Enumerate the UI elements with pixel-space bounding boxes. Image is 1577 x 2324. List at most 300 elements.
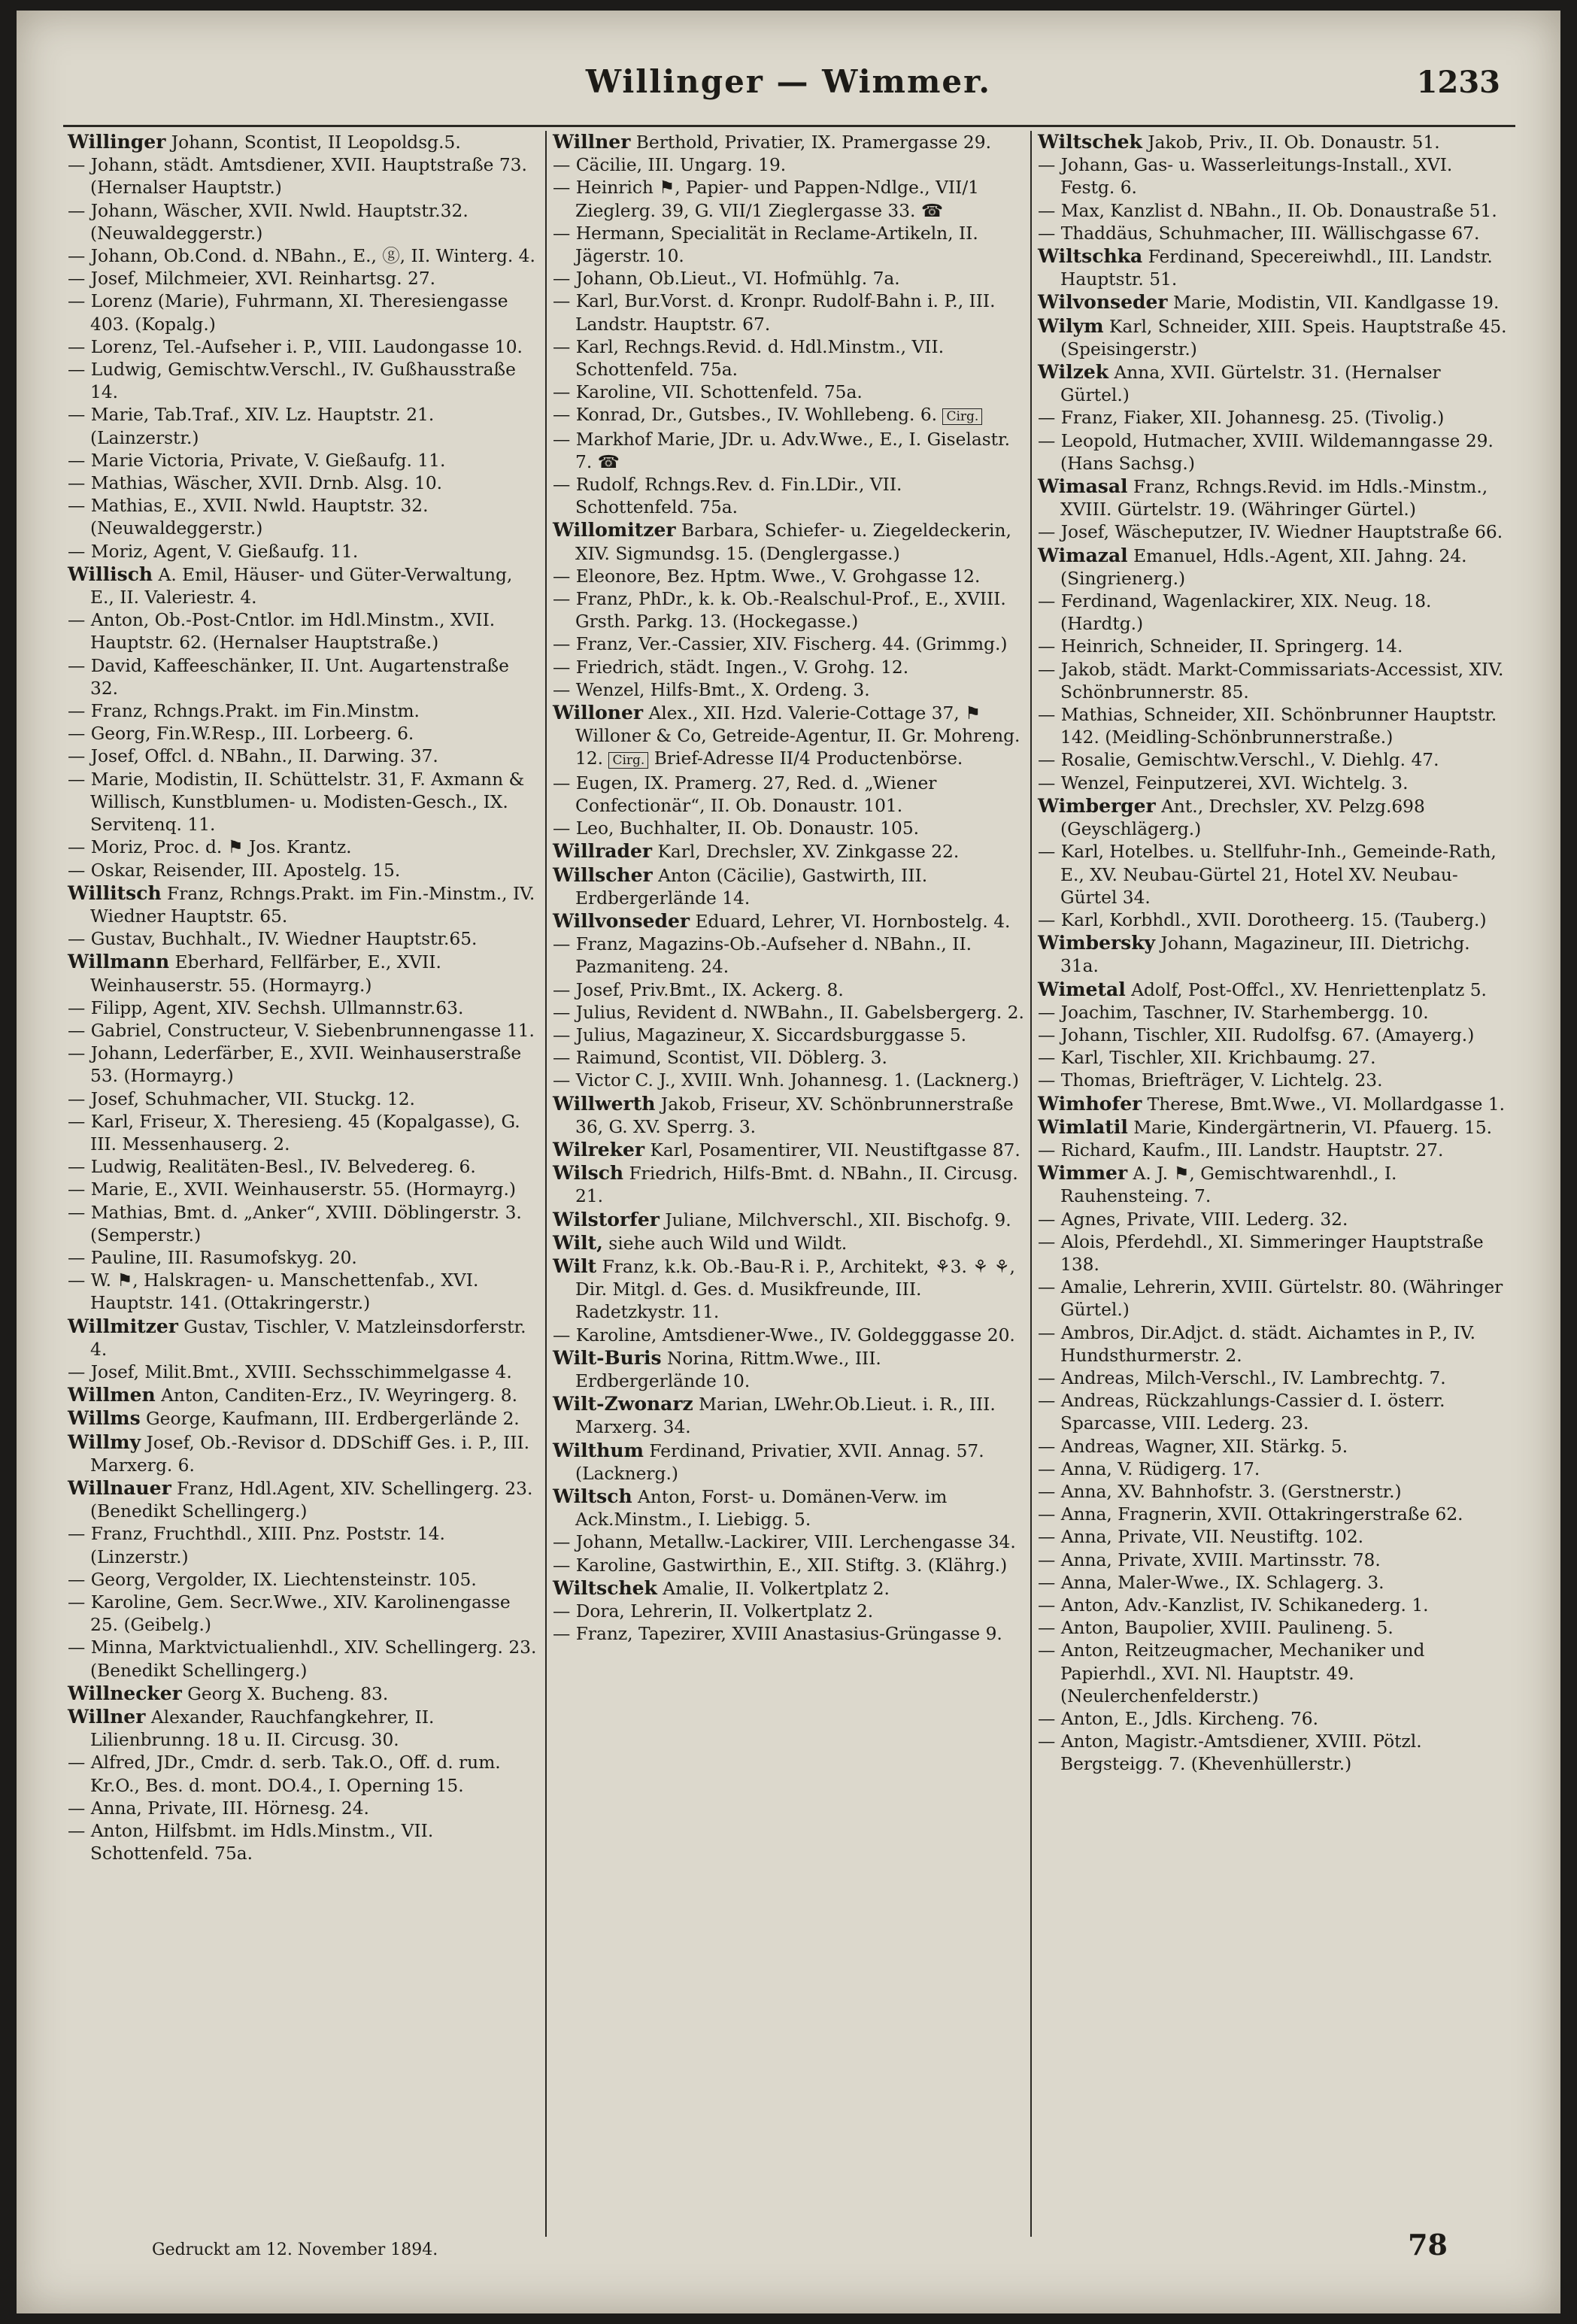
entry-text: Marie, Kindergärtnerin, VI. Pfauerg. 15. <box>1127 1117 1493 1138</box>
directory-entry <box>68 154 539 199</box>
directory-entry <box>68 1247 539 1270</box>
entry-text: — Andreas, Rückzahlungs-Cassier d. I. österr. Sparcasse, VIII. Lederg. 23. <box>1038 1391 1445 1434</box>
entry-text: — Anton, Ob.-Post-Cntlor. im Hdl.Minstm., XVII. Hauptstr. 62. (Hernalser Hauptstraße.) <box>68 610 496 654</box>
entry-text: — Karoline, Gastwirthin, E., XII. Stiftg. 3. (Klährg.) <box>553 1555 1008 1576</box>
entry-text: — Gabriel, Constructeur, V. Siebenbrunnengasse 11. <box>68 1020 535 1041</box>
entry-text: — Karl, Hotelbes. u. Stellfuhr-Inh., Gemeinde-Rath, E., XV. Neubau-Gürtel 21, Hotel XV. Neubau-Gürtel 34. <box>1038 842 1497 908</box>
surname: Wimlatil <box>1038 1115 1128 1138</box>
entry-text: — Heinrich ⚑, Papier- und Pappen-Ndlge., VII/1 Zieglerg. 39, G. VII/1 Zieglergasse 33. ☎ <box>553 177 979 221</box>
directory-entry-surname <box>68 1477 539 1523</box>
directory-entry-surname <box>553 1485 1024 1531</box>
directory-entry <box>1038 772 1509 795</box>
directory-entry-surname <box>1038 291 1509 314</box>
directory-entry <box>68 655 539 700</box>
entry-text: — Anton, Adv.-Kanzlist, IV. Schikanederg. 1. <box>1038 1595 1429 1616</box>
directory-entry <box>1038 1640 1509 1708</box>
entry-text: Franz, Hdl.Agent, XIV. Schellingerg. 23. (Benedikt Schellingerg.) <box>90 1478 533 1522</box>
directory-page <box>17 11 1560 2313</box>
directory-entry <box>1038 659 1509 704</box>
directory-entry <box>553 979 1024 1002</box>
directory-entry <box>553 566 1024 588</box>
entry-text: — Eleonore, Bez. Hptm. Wwe., V. Grohgasse 12. <box>553 566 981 587</box>
directory-entry <box>68 1202 539 1247</box>
entry-text: — Josef, Milchmeier, XVI. Reinhartsg. 27. <box>68 269 436 290</box>
entry-text: — Andreas, Wagner, XII. Stärkg. 5. <box>1038 1436 1348 1457</box>
surname: Wiltschka <box>1038 245 1143 268</box>
entry-text: — Karl, Bur.Vorst. d. Kronpr. Rudolf-Bahn i. P., III. Landstr. Hauptstr. 67. <box>553 291 996 335</box>
directory-entry <box>553 1069 1024 1092</box>
directory-entry <box>553 1324 1024 1347</box>
directory-entry <box>68 1752 539 1797</box>
entry-text: — Karl, Tischler, XII. Krichbaumg. 27. <box>1038 1048 1376 1069</box>
entry-text: — W. ⚑, Halskragen- u. Manschettenfab., XVI. Hauptstr. 141. (Ottakringerstr.) <box>68 1270 479 1314</box>
entry-text: Friedrich, Hilfs-Bmt. d. NBahn., II. Circusg. 21. <box>575 1164 1018 1207</box>
entry-text: — Anton, E., Jdls. Kircheng. 76. <box>1038 1709 1319 1730</box>
entry-text: Emanuel, Hdls.-Agent, XII. Jahng. 24. (Singrienerg.) <box>1060 545 1467 589</box>
directory-entry <box>68 723 539 745</box>
surname: Wiltschek <box>1038 131 1142 153</box>
entry-text: — Johann, Tischler, XII. Rudolfsg. 67. (Amayerg.) <box>1038 1024 1475 1045</box>
entry-text: — Anna, Private, XVIII. Martinsstr. 78. <box>1038 1549 1381 1570</box>
directory-entry <box>553 381 1024 404</box>
directory-entry <box>1038 223 1509 245</box>
entry-text: — Karoline, Amtsdiener-Wwe., IV. Goldegggasse 20. <box>553 1324 1015 1346</box>
directory-entry <box>68 1020 539 1042</box>
directory-entry-surname <box>1038 1093 1509 1116</box>
directory-entry-surname <box>1038 795 1509 841</box>
directory-entry <box>553 177 1024 222</box>
directory-entry-surname <box>1038 361 1509 407</box>
entry-text: — Ludwig, Realitäten-Besl., IV. Belvedereg. 6. <box>68 1157 476 1178</box>
directory-entry <box>1038 1231 1509 1276</box>
directory-entry <box>68 1042 539 1088</box>
directory-entry <box>1038 704 1509 749</box>
entry-text: Georg X. Bucheng. 83. <box>181 1683 389 1704</box>
entry-text: — Josef, Wäscheputzer, IV. Wiedner Hauptstraße 66. <box>1038 522 1503 543</box>
surname: Wilvonseder <box>1038 291 1168 314</box>
directory-entry <box>1038 1458 1509 1481</box>
directory-entry-surname <box>553 1255 1024 1324</box>
surname: Willinger <box>68 131 166 153</box>
directory-entry <box>68 1361 539 1384</box>
entry-text: Jakob, Priv., II. Ob. Donaustr. 51. <box>1142 132 1440 153</box>
surname: Wilzek <box>1038 361 1109 384</box>
directory-entry <box>68 1591 539 1637</box>
entry-text: George, Kaufmann, III. Erdbergerlände 2. <box>140 1409 520 1430</box>
entry-text: — Dora, Lehrerin, II. Volkertplatz 2. <box>553 1601 874 1622</box>
entry-text: — Raimund, Scontist, VII. Döblerg. 3. <box>553 1048 887 1069</box>
directory-entry-surname <box>1038 932 1509 978</box>
column-3 <box>1030 131 1515 2237</box>
directory-entry <box>553 1047 1024 1069</box>
directory-entry <box>553 223 1024 268</box>
directory-entry <box>1038 1617 1509 1640</box>
entry-text: Johann, Scontist, II Leopoldsg.5. <box>165 132 461 153</box>
directory-entry-surname <box>553 1139 1024 1162</box>
entry-text: — Wenzel, Hilfs-Bmt., X. Ordeng. 3. <box>553 679 870 700</box>
surname: Wimazal <box>1038 544 1128 566</box>
directory-entry <box>1038 1276 1509 1321</box>
sheet-number: 78 <box>1408 2228 1448 2262</box>
entry-text: — Anton, Hilfsbmt. im Hdls.Minstm., VII. Schottenfeld. 75a. <box>68 1821 434 1864</box>
entry-text: — Konrad, Dr., Gutsbes., IV. Wohllebeng. 6. <box>553 405 938 426</box>
directory-entry-surname <box>68 563 539 609</box>
directory-entry <box>553 818 1024 840</box>
directory-entry <box>68 1820 539 1865</box>
entry-text: Franz, Rchngs.Prakt. im Fin.-Minstm., IV. Wiedner Hauptstr. 65. <box>90 883 535 927</box>
surname: Willomitzer <box>553 519 676 542</box>
directory-entry-surname <box>1038 1162 1509 1208</box>
entry-text: Anton, Forst- u. Domänen-Verw. im Ack.Minstm., I. Liebigg. 5. <box>575 1486 948 1531</box>
print-date: Gedruckt am 12. November 1894. <box>152 2241 438 2259</box>
entry-text: — Josef, Offcl. d. NBahn., II. Darwing. 37. <box>68 746 438 767</box>
surname: Willitsch <box>68 881 162 904</box>
entry-text: Jakob, Friseur, XV. Schönbrunnerstraße 36, G. XV. Sperrg. 3. <box>575 1094 1014 1137</box>
entry-text: Ant., Drechsler, XV. Pelzg.698 (Geyschlägerg.) <box>1060 796 1425 840</box>
surname: Wilym <box>1038 314 1104 337</box>
entry-text-tail: Brief-Adresse II/4 Productenbörse. <box>648 748 963 769</box>
entry-text: — Josef, Schuhmacher, VII. Stuckg. 12. <box>68 1088 415 1109</box>
entry-text: Karl, Schneider, XIII. Speis. Hauptstraße 45. (Speisingerstr.) <box>1060 316 1507 360</box>
entry-text: — Markhof Marie, JDr. u. Adv.Wwe., E., I. Giselastr. 7. ☎ <box>553 429 1011 472</box>
entry-text: — Franz, PhDr., k. k. Ob.-Realschul-Prof., E., XVIII. Grsth. Parkg. 13. (Hockegasse.) <box>553 589 1006 633</box>
entry-text: — Anton, Reitzeugmacher, Mechaniker und Papierhdl., XVI. Nl. Hauptstr. 49. (Neulerchenfelderstr.) <box>1038 1640 1425 1707</box>
entry-text: Josef, Ob.-Revisor d. DDSchiff Ges. i. P., III. Marxerg. 6. <box>90 1432 530 1476</box>
entry-text: — Victor C. J., XVIII. Wnh. Johannesg. 1. (Lacknerg.) <box>553 1070 1020 1091</box>
directory-entry-surname <box>1038 131 1509 154</box>
entry-text: Alexander, Rauchfangkehrer, II. Lilienbrunng. 18 u. II. Circusg. 30. <box>90 1707 435 1751</box>
surname: Wilt-Zwonarz <box>553 1393 693 1415</box>
directory-entry <box>68 1523 539 1568</box>
entry-text: A. J. ⚑, Gemischtwarenhdl., I. Rauhensteing. 7. <box>1060 1164 1397 1207</box>
directory-entry-surname <box>1038 315 1509 361</box>
entry-text: — Karl, Friseur, X. Theresieng. 45 (Kopalgasse), G. III. Messenhauserg. 2. <box>68 1111 520 1154</box>
entry-text: Ferdinand, Specereiwhdl., III. Landstr. Hauptstr. 51. <box>1060 247 1493 290</box>
entry-text: — Johann, Lederfärber, E., XVII. Weinhauserstraße 53. (Hormayrg.) <box>68 1043 522 1087</box>
directory-entry <box>1038 841 1509 909</box>
surname: Willner <box>68 1706 146 1728</box>
entry-text: — Heinrich, Schneider, II. Springerg. 14. <box>1038 636 1403 657</box>
directory-entry <box>68 336 539 359</box>
surname: Willmann <box>68 951 170 973</box>
entry-text: Alex., XII. Hzd. Valerie-Cottage 37, ⚑ Willoner & Co, Getreide-Agentur, II. Gr. Mohreng. 12. <box>575 703 1021 769</box>
directory-entry <box>553 336 1024 381</box>
directory-entry <box>68 609 539 654</box>
surname: Wilt, <box>553 1231 603 1254</box>
entry-text: — Karl, Rechngs.Revid. d. Hdl.Minstm., VII. Schottenfeld. 75a. <box>553 336 945 381</box>
directory-entry <box>553 1600 1024 1623</box>
directory-entry-surname <box>553 1209 1024 1232</box>
entry-text: — Josef, Milit.Bmt., XVIII. Sechsschimmelgasse 4. <box>68 1361 512 1382</box>
directory-entry <box>1038 1708 1509 1731</box>
entry-text: — Johann, Metallw.-Lackirer, VIII. Lerchengasse 34. <box>553 1532 1016 1553</box>
directory-entry <box>553 154 1024 177</box>
directory-entry-surname <box>553 840 1024 863</box>
directory-entry-surname <box>1038 1116 1509 1139</box>
entry-text: Anton (Cäcilie), Gastwirth, III. Erdbergerlände 14. <box>575 865 928 909</box>
page-title: Willinger — Wimmer. <box>585 63 992 100</box>
entry-text: — Karoline, Gem. Secr.Wwe., XIV. Karolinengasse 25. (Geibelg.) <box>68 1592 511 1636</box>
directory-entry <box>68 745 539 768</box>
directory-entry <box>1038 1024 1509 1047</box>
directory-entry <box>68 245 539 268</box>
surname: Wimmer <box>1038 1162 1128 1185</box>
entry-text: — Amalie, Lehrerin, XVIII. Gürtelstr. 80. (Währinger Gürtel.) <box>1038 1277 1503 1321</box>
entry-text: — Ambros, Dir.Adjct. d. städt. Aichamtes in P., IV. Hundsthurmerstr. 2. <box>1038 1322 1475 1366</box>
entry-text: — Ferdinand, Wagenlackirer, XIX. Neug. 18. (Hardtg.) <box>1038 591 1432 635</box>
entry-text: Berthold, Privatier, IX. Pramergasse 29. <box>630 132 991 153</box>
directory-entry-surname <box>553 1393 1024 1439</box>
surname: Willner <box>553 131 631 153</box>
entry-text: — Leo, Buchhalter, II. Ob. Donaustr. 105. <box>553 818 920 839</box>
entry-text: — Julius, Magazineur, X. Siccardsburggasse 5. <box>553 1024 967 1045</box>
entry-text: — Filipp, Agent, XIV. Sechsh. Ullmannstr.63. <box>68 997 464 1018</box>
directory-entry-surname <box>68 1384 539 1407</box>
entry-text: — Oskar, Reisender, III. Apostelg. 15. <box>68 860 401 881</box>
directory-entry <box>1038 1481 1509 1503</box>
entry-text: — Max, Kanzlist d. NBahn., II. Ob. Donaustraße 51. <box>1038 200 1497 221</box>
entry-text: — Hermann, Specialität in Reclame-Artikeln, II. Jägerstr. 10. <box>553 223 978 267</box>
entry-text: Barbara, Schiefer- u. Ziegeldeckerin, XIV. Sigmundsg. 15. (Denglergasse.) <box>575 520 1011 564</box>
entry-text: — Cäcilie, III. Ungarg. 19. <box>553 155 787 176</box>
directory-entry <box>1038 1069 1509 1092</box>
directory-entry-surname <box>68 951 539 997</box>
entry-text: — Rosalie, Gemischtw.Verschl., V. Diehlg. 47. <box>1038 750 1439 771</box>
directory-entry <box>1038 909 1509 932</box>
header-rule <box>63 125 1515 127</box>
directory-entry <box>1038 1503 1509 1526</box>
directory-entry <box>68 769 539 837</box>
surname: Willms <box>68 1407 141 1430</box>
surname: Wimetal <box>1038 978 1126 1000</box>
entry-text: — Leopold, Hutmacher, XVIII. Wildemanngasse 29. (Hans Sachsg.) <box>1038 430 1494 474</box>
directory-entry <box>68 472 539 495</box>
entry-text: Franz, k.k. Ob.-Bau-R i. P., Architekt, ⚘3. ⚘ ⚘, Dir. Mitgl. d. Ges. d. Musikfreunde, III. Radetzkystr. 11. <box>575 1256 1015 1323</box>
entry-text: Gustav, Tischler, V. Matzleinsdorferstr. 4. <box>90 1316 526 1360</box>
directory-entry <box>1038 1322 1509 1367</box>
directory-entry-surname <box>1038 978 1509 1002</box>
directory-entry <box>68 200 539 245</box>
directory-entry-surname <box>553 1232 1024 1255</box>
entry-text: Anna, XVII. Gürtelstr. 31. (Hernalser Gürtel.) <box>1060 363 1441 406</box>
directory-entry <box>1038 1436 1509 1458</box>
entry-text: — Mathias, Bmt. d. „Anker“, XVIII. Döblingerstr. 3. (Semperstr.) <box>68 1202 522 1245</box>
directory-entry <box>1038 1390 1509 1435</box>
entry-text: — Julius, Revident d. NWBahn., II. Gabelsbergerg. 2. <box>553 1002 1024 1023</box>
directory-entry <box>1038 1731 1509 1776</box>
entry-text: Anton, Canditen-Erz., IV. Weyringerg. 8. <box>155 1385 517 1406</box>
entry-text: siehe auch Wild und Wildt. <box>602 1233 848 1254</box>
directory-entry <box>68 268 539 290</box>
entry-text: — Thaddäus, Schuhmacher, III. Wällischgasse 67. <box>1038 223 1480 244</box>
surname: Willnecker <box>68 1682 182 1704</box>
entry-text: — Marie, Tab.Traf., XIV. Lz. Hauptstr. 21. (Lainzerstr.) <box>68 405 435 448</box>
directory-entry-surname <box>68 1431 539 1477</box>
directory-entry-surname <box>68 1407 539 1431</box>
entry-text: Ferdinand, Privatier, XVII. Annag. 57. (Lacknerg.) <box>575 1440 984 1484</box>
surname: Wiltsch <box>553 1485 632 1507</box>
entry-text: — Alfred, JDr., Cmdr. d. serb. Tak.O., Off. d. rum. Kr.O., Bes. d. mont. DO.4., I. Operning 15. <box>68 1752 501 1796</box>
surname: Wilthum <box>553 1439 644 1461</box>
entry-text: — Friedrich, städt. Ingen., V. Grohg. 12. <box>553 657 909 678</box>
surname: Willscher <box>553 863 653 886</box>
entry-text: — Georg, Vergolder, IX. Liechtensteinstr. 105. <box>68 1569 477 1590</box>
entry-text: — Richard, Kaufm., III. Landstr. Hauptstr. 27. <box>1038 1139 1444 1160</box>
surname: Willisch <box>68 563 153 585</box>
page-number: 1233 <box>1416 65 1500 100</box>
directory-entry <box>553 1555 1024 1577</box>
surname: Wilt-Buris <box>553 1346 662 1369</box>
directory-entry-surname <box>1038 245 1509 291</box>
directory-entry-surname <box>1038 475 1509 521</box>
entry-text: — Johann, städt. Amtsdiener, XVII. Hauptstraße 73. (Hernalser Hauptstr.) <box>68 155 527 199</box>
directory-entry-surname <box>553 910 1024 933</box>
entry-text: — Rudolf, Rchngs.Rev. d. Fin.LDir., VII. Schottenfeld. 75a. <box>553 475 902 518</box>
entry-text: — Anna, XV. Bahnhofstr. 3. (Gerstnerstr.) <box>1038 1481 1402 1502</box>
directory-entry <box>1038 590 1509 636</box>
column-2 <box>545 131 1030 2237</box>
entry-text: — Gustav, Buchhalt., IV. Wiedner Hauptstr.65. <box>68 929 478 950</box>
registered-badge: Cirg. <box>608 752 648 769</box>
entry-text: — Franz, Rchngs.Prakt. im Fin.Minstm. <box>68 701 420 722</box>
surname: Willmitzer <box>68 1315 178 1337</box>
directory-entry <box>553 633 1024 656</box>
entry-text: — Franz, Fruchthdl., XIII. Pnz. Poststr. 14. (Linzerstr.) <box>68 1524 445 1567</box>
directory-entry <box>68 1270 539 1315</box>
entry-text: — Moriz, Agent, V. Gießaufg. 11. <box>68 541 359 562</box>
directory-entry-surname <box>1038 545 1509 590</box>
entry-text: — Karl, Korbhdl., XVII. Dorotheerg. 15. (Tauberg.) <box>1038 909 1487 930</box>
entry-text: — Anton, Baupolier, XVIII. Paulineng. 5. <box>1038 1618 1394 1639</box>
entry-text: Juliane, Milchverschl., XII. Bischofg. 9. <box>659 1209 1011 1230</box>
surname: Wiltschek <box>553 1576 657 1599</box>
entry-text: — Anna, Fragnerin, XVII. Ottakringerstraße 62. <box>1038 1504 1463 1525</box>
entry-text: Amalie, II. Volkertplatz 2. <box>657 1578 890 1599</box>
directory-entry <box>553 679 1024 702</box>
entry-text: — Marie, Modistin, II. Schüttelstr. 31, F. Axmann & Willisch, Kunstblumen- u. Modisten-Gesch., IX. Servitenq. 11. <box>68 769 525 836</box>
directory-entry <box>1038 1047 1509 1069</box>
entry-text: — Lorenz, Tel.-Aufseher i. P., VIII. Laudongasse 10. <box>68 336 523 357</box>
directory-entry <box>68 495 539 540</box>
directory-entry <box>68 1798 539 1820</box>
surname: Wilt <box>553 1255 597 1277</box>
directory-entry <box>553 1002 1024 1024</box>
directory-entry <box>68 1111 539 1156</box>
surname: Willnauer <box>68 1476 171 1499</box>
directory-entry <box>1038 1572 1509 1594</box>
entry-text: — Anna, Private, VII. Neustiftg. 102. <box>1038 1527 1364 1548</box>
entry-text: — Johann, Wäscher, XVII. Nwld. Hauptstr.32. (Neuwaldeggerstr.) <box>68 200 469 244</box>
surname: Willoner <box>553 702 644 724</box>
entry-text: — Joachim, Taschner, IV. Starhembergg. 10. <box>1038 1002 1429 1023</box>
directory-entry <box>553 772 1024 818</box>
entry-text: — Franz, Tapezirer, XVIII Anastasius-Grüngasse 9. <box>553 1624 1002 1645</box>
directory-entry <box>68 928 539 951</box>
directory-entry <box>68 290 539 335</box>
surname: Willmy <box>68 1431 141 1453</box>
directory-entry <box>1038 1209 1509 1231</box>
entry-text: — Alois, Pferdehdl., XI. Simmeringer Hauptstraße 138. <box>1038 1231 1484 1275</box>
directory-entry <box>68 1179 539 1201</box>
directory-entry-surname <box>553 864 1024 910</box>
surname: Willrader <box>553 840 653 863</box>
surname: Willmen <box>68 1384 156 1406</box>
entry-text: — Ludwig, Gemischtw.Verschl., IV. Gußhausstraße 14. <box>68 360 516 403</box>
entry-text: — Anton, Magistr.-Amtsdiener, XVIII. Pötzl. Bergsteigg. 7. (Khevenhüllerstr.) <box>1038 1731 1422 1775</box>
directory-entry <box>1038 1139 1509 1162</box>
directory-entry <box>1038 749 1509 772</box>
surname: Wilreker <box>553 1138 645 1160</box>
directory-entry <box>68 1637 539 1682</box>
entry-text: — Johann, Ob.Lieut., VI. Hofmühlg. 7a. <box>553 269 900 290</box>
entry-text: — David, Kaffeeschänker, II. Unt. Augartenstraße 32. <box>68 655 509 699</box>
registered-badge: Cirg. <box>942 408 982 425</box>
directory-entry <box>1038 154 1509 199</box>
directory-entry-surname <box>68 1682 539 1706</box>
directory-entry <box>68 836 539 859</box>
directory-entry <box>553 474 1024 519</box>
directory-entry <box>68 1569 539 1591</box>
entry-text: — Johann, Ob.Cond. d. NBahn., E., ⓖ, II. Winterg. 4. <box>68 246 535 267</box>
entry-text: Marie, Modistin, VII. Kandlgasse 19. <box>1167 293 1500 314</box>
directory-entry <box>1038 1526 1509 1549</box>
directory-columns <box>62 131 1515 2237</box>
directory-entry-surname <box>553 131 1024 154</box>
entry-text: — Franz, Magazins-Ob.-Aufseher d. NBahn., II. Pazmaniteng. 24. <box>553 934 972 978</box>
directory-entry <box>553 404 1024 428</box>
entry-text: — Pauline, III. Rasumofskyg. 20. <box>68 1247 357 1268</box>
directory-entry <box>553 588 1024 633</box>
entry-text: — Andreas, Milch-Verschl., IV. Lambrechtg. 7. <box>1038 1367 1446 1388</box>
entry-text: — Marie, E., XVII. Weinhauserstr. 55. (Hormayrg.) <box>68 1179 516 1200</box>
entry-text: — Mathias, Schneider, XII. Schönbrunner Hauptstr. 142. (Meidling-Schönbrunnerstraße.) <box>1038 705 1497 748</box>
directory-entry <box>1038 521 1509 544</box>
directory-entry <box>1038 1002 1509 1024</box>
entry-text: — Anna, Private, III. Hörnesg. 24. <box>68 1798 369 1819</box>
surname: Willvonseder <box>553 909 690 932</box>
entry-text: — Mathias, Wäscher, XVII. Drnb. Alsg. 10. <box>68 473 443 494</box>
directory-entry-surname <box>553 1440 1024 1485</box>
entry-text: — Anna, V. Rüdigerg. 17. <box>1038 1458 1260 1479</box>
entry-text: — Moriz, Proc. d. ⚑ Jos. Krantz. <box>68 837 352 858</box>
column-1 <box>62 131 545 2237</box>
directory-entry <box>68 1088 539 1111</box>
entry-text: — Johann, Gas- u. Wasserleitungs-Install., XVI. Festg. 6. <box>1038 155 1453 199</box>
entry-text: Marian, LWehr.Ob.Lieut. i. R., III. Marxerg. 34. <box>575 1394 996 1438</box>
entry-text: A. Emil, Häuser- und Güter-Verwaltung, E., II. Valeriestr. 4. <box>90 564 513 608</box>
directory-entry <box>1038 430 1509 475</box>
entry-text: Adolf, Post-Offcl., XV. Henriettenplatz 5. <box>1125 979 1487 1000</box>
directory-entry <box>553 268 1024 290</box>
surname: Wilstorfer <box>553 1208 660 1230</box>
directory-entry <box>553 657 1024 679</box>
entry-text: — Mathias, E., XVII. Nwld. Hauptstr. 32. (Neuwaldeggerstr.) <box>68 496 429 539</box>
entry-text: — Wenzel, Feinputzerei, XVI. Wichtelg. 3. <box>1038 772 1409 793</box>
directory-entry <box>68 450 539 472</box>
entry-text: — Jakob, städt. Markt-Commissariats-Accessist, XIV. Schönbrunnerstr. 85. <box>1038 659 1504 702</box>
surname: Wimbersky <box>1038 932 1156 954</box>
entry-text: Karl, Posamentirer, VII. Neustiftgasse 87. <box>644 1139 1021 1160</box>
directory-entry-surname <box>553 1347 1024 1393</box>
surname: Wimasal <box>1038 475 1128 498</box>
surname: Willwerth <box>553 1092 656 1115</box>
entry-text: — Minna, Marktvictualienhdl., XIV. Schellingerg. 23. (Benedikt Schellingerg.) <box>68 1637 537 1681</box>
entry-text: Therese, Bmt.Wwe., VI. Mollardgasse 1. <box>1142 1094 1506 1115</box>
directory-entry <box>68 359 539 404</box>
directory-entry <box>553 1024 1024 1047</box>
directory-entry <box>68 860 539 882</box>
entry-text: — Thomas, Briefträger, V. Lichtelg. 23. <box>1038 1070 1383 1091</box>
